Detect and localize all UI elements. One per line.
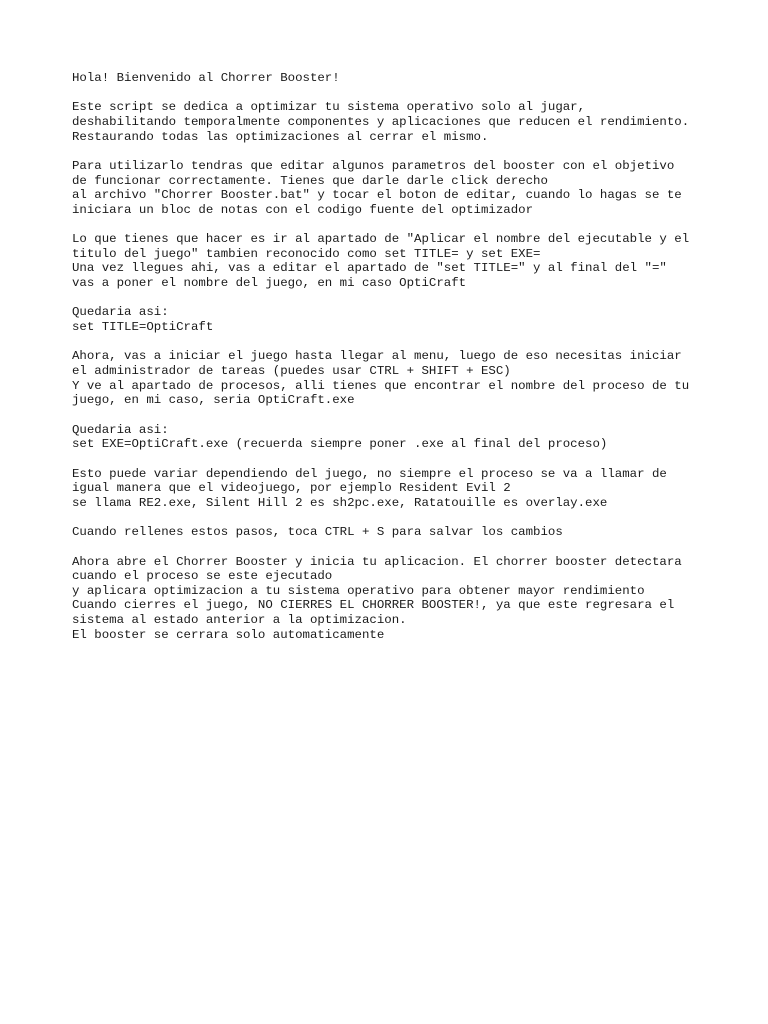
text-line: Esto puede variar dependiendo del juego, no siempre el proceso se va a llamar de <box>72 466 667 481</box>
text-line: Hola! Bienvenido al Chorrer Booster! <box>72 71 340 85</box>
paragraph <box>72 71 752 86</box>
text-line: Quedaria asi: <box>72 422 169 437</box>
text-line: vas a poner el nombre del juego, en mi caso OptiCraft <box>72 276 467 291</box>
paragraph <box>72 423 752 452</box>
text-line: Para utilizarlo tendras que editar algunos parametros del booster con el objetivo <box>72 158 675 173</box>
text-line: Cuando cierres el juego, NO CIERRES EL CHORRER BOOSTER!, ya que este regresara el <box>72 598 675 613</box>
paragraph <box>72 159 752 218</box>
text-line: Este script se dedica a optimizar tu sistema operativo solo al jugar, <box>72 100 586 115</box>
text-line: El booster se cerrara solo automaticamente <box>72 627 385 642</box>
text-line: set EXE=OptiCraft.exe (recuerda siempre poner .exe al final del proceso) <box>72 437 608 452</box>
text-line: el administrador de tareas (puedes usar CTRL + SHIFT + ESC) <box>72 364 511 379</box>
text-line: Una vez llegues ahi, vas a editar el apartado de "set TITLE=" y al final del "=" <box>72 261 667 276</box>
paragraph <box>72 100 752 144</box>
paragraph <box>72 349 752 408</box>
text-line: set TITLE=OptiCraft <box>72 320 214 335</box>
paragraph <box>72 555 752 643</box>
text-line: igual manera que el videojuego, por ejemplo Resident Evil 2 <box>72 481 511 496</box>
text-line: Restaurando todas las optimizaciones al cerrar el mismo. <box>72 129 489 144</box>
text-line: de funcionar correctamente. Tienes que darle darle click derecho <box>72 173 548 188</box>
paragraph <box>72 305 752 334</box>
text-line: al archivo "Chorrer Booster.bat" y tocar el boton de editar, cuando lo hagas se te <box>72 188 682 203</box>
text-line: deshabilitando temporalmente componentes y aplicaciones que reducen el rendimiento. <box>72 114 690 129</box>
text-line: sistema al estado anterior a la optimizacion. <box>72 613 407 628</box>
text-line: cuando el proceso se este ejecutado <box>72 569 333 584</box>
paragraph <box>72 467 752 511</box>
text-line: Lo que tienes que hacer es ir al apartado de "Aplicar el nombre del ejecutable y el <box>72 232 690 247</box>
text-line: Y ve al apartado de procesos, alli tienes que encontrar el nombre del proceso de tu <box>72 378 690 393</box>
text-line: Ahora, vas a iniciar el juego hasta llegar al menu, luego de eso necesitas iniciar <box>72 349 682 364</box>
text-line: juego, en mi caso, seria OptiCraft.exe <box>72 393 355 408</box>
document-body <box>72 71 752 642</box>
paragraph <box>72 232 752 291</box>
paragraph <box>72 525 752 540</box>
text-line: y aplicara optimizacion a tu sistema operativo para obtener mayor rendimiento <box>72 583 645 598</box>
document-page <box>72 71 752 657</box>
text-line: Cuando rellenes estos pasos, toca CTRL + S para salvar los cambios <box>72 525 563 540</box>
text-line: Quedaria asi: <box>72 305 169 320</box>
text-line: se llama RE2.exe, Silent Hill 2 es sh2pc.exe, Ratatouille es overlay.exe <box>72 495 608 510</box>
text-line: iniciara un bloc de notas con el codigo fuente del optimizador <box>72 202 534 217</box>
text-line: Ahora abre el Chorrer Booster y inicia tu aplicacion. El chorrer booster detectara <box>72 554 682 569</box>
text-line: titulo del juego" tambien reconocido como set TITLE= y set EXE= <box>72 246 541 261</box>
